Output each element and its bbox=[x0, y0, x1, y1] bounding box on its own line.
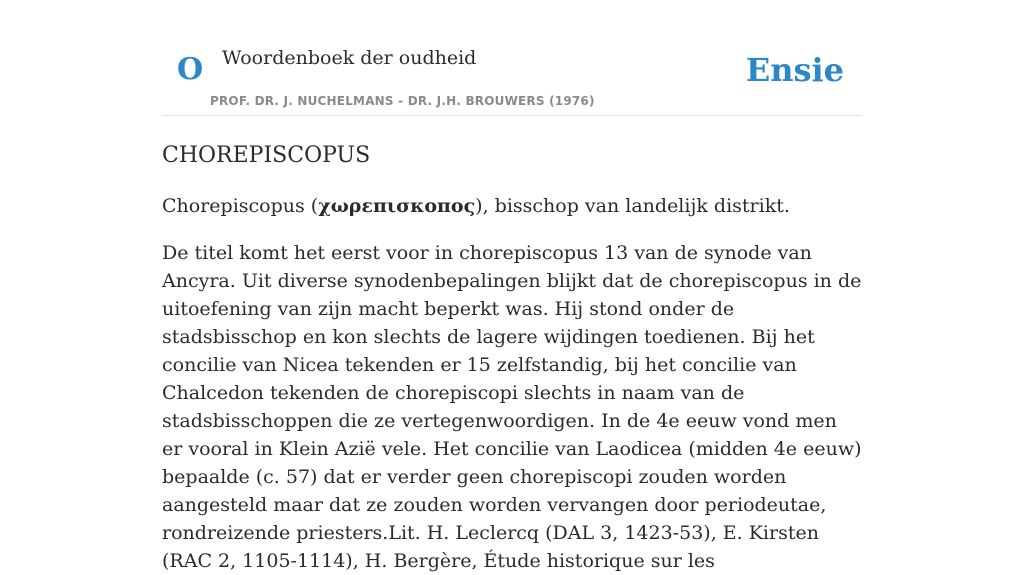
brand-logo[interactable]: Ensie bbox=[745, 51, 844, 89]
entry-body: De titel komt het eerst voor in chorepiscopus 13 van de synode van Ancyra. Uit diverse synodenbepalingen blijkt dat de chorepiscopus in de uitoefening van zijn macht beperkt was. Hij stond onder de stadsbisschop en kon slechts de lagere wijdingen toedienen. Bij het concilie van Nicea tekenden er 15 zelfstandig, bij het concilie van Chalcedon tekenden de chorepiscopi slechts in naam van de stadsbisschoppen die ze vertegenwoordigen. In de 4e eeuw vond men er vooral in Klein Azië vele. Het concilie van Laodicea (midden 4e eeuw) bepaalde (c. 57) dat er verder geen chorepiscopi zouden worden aangesteld maar dat ze zouden worden vervangen door periodeutae, rondreizende priesters.Lit. H. Leclercq (DAL 3, 1423-53), E. Kirsten (RAC 2, 1105-1114), H. Bergère, Étude historique sur les bbox=[162, 242, 862, 572]
entry-title: CHOREPISCOPUS bbox=[162, 143, 371, 168]
book-title[interactable]: Woordenboek der oudheid bbox=[222, 47, 477, 69]
letter-index[interactable]: O bbox=[177, 52, 204, 87]
lead-greek-term: χωρεπισκοπος bbox=[318, 195, 476, 217]
page bbox=[162, 0, 862, 575]
header bbox=[162, 0, 862, 116]
lead-prefix: Chorepiscopus ( bbox=[162, 195, 319, 217]
lead-suffix: ), bisschop van landelijk distrikt. bbox=[475, 195, 790, 217]
entry-lead bbox=[162, 192, 862, 220]
book-authors: PROF. DR. J. NUCHELMANS - DR. J.H. BROUWERS (1976) bbox=[210, 94, 595, 108]
